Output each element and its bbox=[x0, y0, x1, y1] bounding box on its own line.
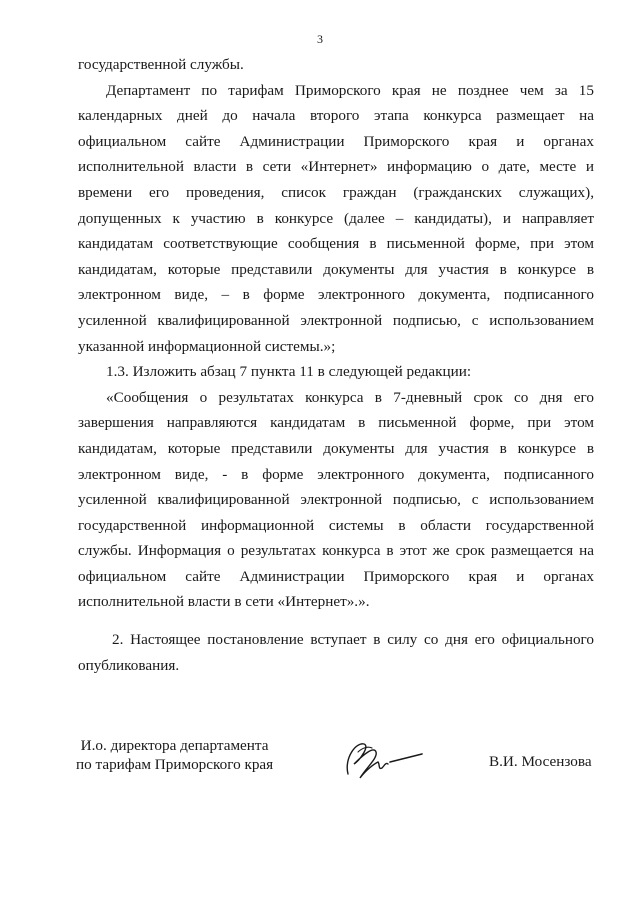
page-number: 3 bbox=[317, 32, 323, 46]
signatory-name: В.И. Мосензова bbox=[489, 753, 592, 770]
paragraph-department-notice: Департамент по тарифам Приморского края не позднее чем за 15 календарных дней до начала второго этапа конкурса размещает на официальном сайте Администрации Приморского края и органах исполнительной власти в сети «Интернет» информацию о дате, месте и времени его проведения, список граждан (гражданских служащих), допущенных к участию в конкурсе (далее – кандидаты), и направляет кандидатам соответствующие сообщения в письменной форме, при этом кандидатам, которые представили документы для участия в конкурсе в электронном виде, – в форме электронного документа, подписанного усиленной квалифицированной электронной подписью, с использованием указанной информационной системы.»; bbox=[78, 81, 594, 355]
paragraph-effective-date: 2. Настоящее постановление вступает в силу со дня его официального опубликования. bbox=[78, 631, 594, 674]
paragraph-results-notice: «Сообщения о результатах конкурса в 7-дневный срок со дня его завершения направляются кандидатам в письменной форме, при этом кандидатам, которые представили документы для участия в конкурсе в электронном виде, - в форме электронного документа, подписанного усиленной квалифицированной электронной подписью, с использованием государственной информационной системы в области государственной службы. Информация о результатах конкурса в этот же срок размещается на официальном сайте Администрации Приморского края и органах исполнительной власти в сети «Интернет».». bbox=[78, 388, 594, 611]
handwritten-signature-icon bbox=[334, 734, 426, 784]
signatory-title-line1: И.о. директора департамента bbox=[80, 737, 269, 754]
document-body bbox=[78, 52, 594, 678]
signatory-title-line2: по тарифам Приморского края bbox=[76, 756, 274, 773]
paragraph-amendment-1-3: 1.3. Изложить абзац 7 пункта 11 в следующей редакции: bbox=[106, 363, 472, 381]
paragraph-continuation: государственной службы. bbox=[78, 56, 244, 73]
signatory-title bbox=[76, 736, 273, 774]
